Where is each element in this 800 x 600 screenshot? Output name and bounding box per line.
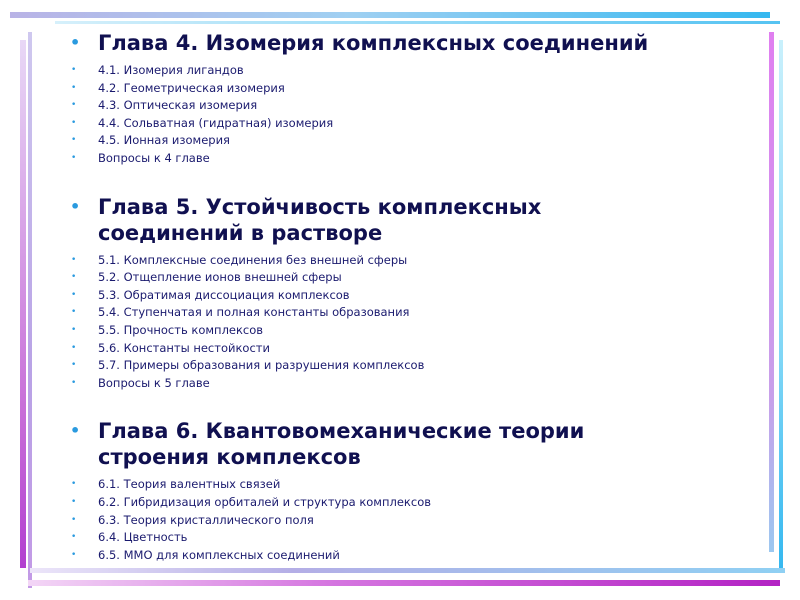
list-item: [68, 252, 688, 270]
list-item-text: 4.5. Ионная изомерия: [98, 133, 230, 148]
list-item-text: 4.3. Оптическая изомерия: [98, 98, 258, 113]
list-item: [68, 494, 688, 512]
decorative-bar-right-thin: [779, 40, 783, 570]
list-item: [68, 287, 688, 305]
bullet-icon: •: [71, 307, 77, 318]
list-item: [68, 357, 688, 375]
list-item-text: 6.3. Теория кристаллического поля: [98, 512, 314, 527]
bullet-icon: •: [71, 514, 77, 525]
bullet-icon: •: [71, 360, 77, 371]
bullet-icon: •: [71, 479, 77, 490]
decorative-bar-top-thin: [55, 21, 780, 24]
list-item-text: 6.5. ММО для комплексных соединений: [98, 547, 340, 562]
chapter-4-heading: [68, 30, 688, 56]
chapter-5-items: [68, 252, 688, 393]
chapter-5-title: Глава 5. Устойчивость комплексных соединений в растворе: [98, 194, 542, 245]
decorative-bar-top: [10, 12, 770, 18]
list-item: [68, 529, 688, 547]
bullet-icon: •: [71, 117, 77, 128]
chapter-4-items: [68, 62, 688, 168]
list-item-text: 6.1. Теория валентных связей: [98, 477, 281, 492]
bullet-icon: •: [71, 549, 77, 560]
decorative-bar-left-thick: [20, 40, 26, 568]
list-item: [68, 80, 688, 98]
list-item: [68, 132, 688, 150]
chapter-6-heading: [68, 418, 688, 470]
list-item-text: 5.1. Комплексные соединения без внешней сферы: [98, 252, 408, 267]
bullet-icon: •: [71, 324, 77, 335]
list-item-text: 5.4. Ступенчатая и полная константы образования: [98, 305, 410, 320]
chapter-5-section: [68, 194, 688, 393]
bullet-icon: •: [71, 342, 77, 353]
bullet-icon: •: [71, 272, 77, 283]
list-item-text: 5.5. Прочность комплексов: [98, 322, 264, 337]
list-item: [68, 62, 688, 80]
list-item: [68, 150, 688, 168]
bullet-icon: •: [71, 377, 77, 388]
list-item: [68, 375, 688, 393]
list-item-text: 4.1. Изомерия лигандов: [98, 63, 244, 77]
slide-content: [68, 30, 688, 590]
bullet-icon: •: [71, 532, 77, 543]
list-item-text: 5.7. Примеры образования и разрушения комплексов: [98, 358, 425, 373]
bullet-icon: •: [71, 100, 77, 111]
list-item-text: 4.4. Сольватная (гидратная) изомерия: [98, 115, 334, 130]
list-item: [68, 547, 688, 565]
list-item-text: 6.2. Гибридизация орбиталей и структура комплексов: [98, 494, 432, 509]
list-item-text: Вопросы к 5 главе: [98, 375, 210, 390]
list-item: [68, 340, 688, 358]
list-item: [68, 269, 688, 287]
list-item-text: 4.2. Геометрическая изомерия: [98, 80, 285, 95]
list-item: [68, 322, 688, 340]
chapter-4-section: [68, 30, 688, 168]
bullet-icon: •: [71, 289, 77, 300]
chapter-5-heading: [68, 194, 688, 246]
list-item-text: 6.4. Цветность: [98, 530, 188, 545]
bullet-icon: •: [71, 82, 77, 93]
list-item-text: 5.3. Обратимая диссоциация комплексов: [98, 287, 350, 302]
list-item: [68, 115, 688, 133]
decorative-bar-right: [769, 32, 774, 552]
list-item-text: 5.6. Константы нестойкости: [98, 340, 270, 355]
bullet-icon: •: [71, 152, 77, 163]
bullet-icon: •: [70, 421, 81, 441]
bullet-icon: •: [71, 254, 77, 265]
list-item: [68, 512, 688, 530]
bullet-icon: •: [71, 496, 77, 507]
chapter-6-items: [68, 476, 688, 564]
list-item-text: 5.2. Отщепление ионов внешней сферы: [98, 270, 342, 285]
bullet-icon: •: [70, 196, 81, 216]
chapter-6-title: Глава 6. Квантовомеханические теории строения комплексов: [98, 419, 585, 470]
list-item: [68, 304, 688, 322]
list-item-text: Вопросы к 4 главе: [98, 150, 210, 165]
bullet-icon: •: [71, 135, 77, 146]
decorative-bar-left: [28, 32, 32, 588]
bullet-icon: •: [71, 65, 77, 75]
bullet-icon: •: [70, 33, 81, 52]
chapter-4-title: Глава 4. Изомерия комплексных соединений: [98, 31, 649, 55]
list-item: [68, 476, 688, 494]
chapter-6-section: [68, 418, 688, 564]
list-item: [68, 97, 688, 115]
